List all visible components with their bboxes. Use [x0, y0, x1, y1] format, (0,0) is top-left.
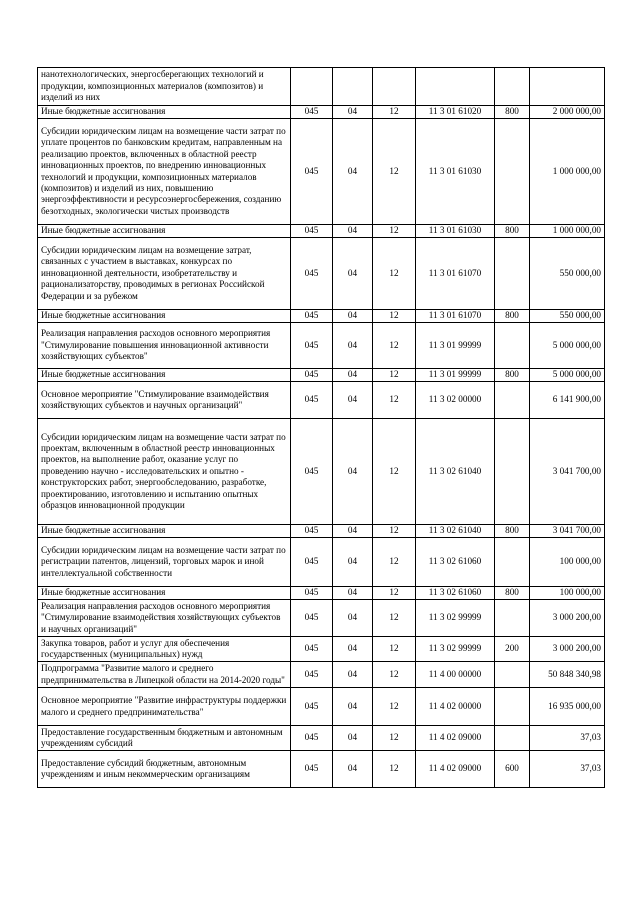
row-expense-type — [495, 688, 530, 726]
row-ved-code: 045 — [291, 310, 333, 323]
row-ved-code: 045 — [291, 106, 333, 119]
row-expense-type — [495, 726, 530, 751]
row-expense-type — [495, 419, 530, 525]
row-amount: 3 000 200,00 — [530, 637, 605, 662]
row-subsection-code: 12 — [373, 637, 416, 662]
row-subsection-code: 12 — [373, 525, 416, 538]
row-target-article: 11 3 02 99999 — [416, 637, 495, 662]
table-row — [38, 688, 605, 726]
row-section-code — [333, 68, 373, 106]
row-target-article: 11 3 01 61020 — [416, 106, 495, 119]
row-ved-code: 045 — [291, 600, 333, 637]
row-ved-code — [291, 68, 333, 106]
table-row — [38, 419, 605, 525]
row-amount: 100 000,00 — [530, 538, 605, 587]
row-expense-type — [495, 68, 530, 106]
table-row — [38, 751, 605, 788]
row-subsection-code: 12 — [373, 323, 416, 369]
row-target-article — [416, 68, 495, 106]
row-target-article: 11 3 01 61030 — [416, 119, 495, 225]
table-body — [38, 68, 605, 788]
row-expense-type: 800 — [495, 310, 530, 323]
row-amount — [530, 68, 605, 106]
row-subsection-code: 12 — [373, 726, 416, 751]
table-row — [38, 323, 605, 369]
row-name: Предоставление государственным бюджетным и автономным учреждениям субсидий — [38, 726, 291, 751]
row-expense-type — [495, 323, 530, 369]
row-expense-type: 200 — [495, 637, 530, 662]
row-section-code: 04 — [333, 726, 373, 751]
table-row — [38, 525, 605, 538]
row-target-article: 11 4 02 09000 — [416, 726, 495, 751]
row-ved-code: 045 — [291, 662, 333, 688]
row-expense-type — [495, 238, 530, 310]
row-subsection-code: 12 — [373, 751, 416, 788]
row-amount: 100 000,00 — [530, 587, 605, 600]
row-ved-code: 045 — [291, 688, 333, 726]
row-name: Субсидии юридическим лицам на возмещение затрат, связанных с участием в выставках, конкурсах по инновационной деятельности, изобретательству и рационализаторству, проводимых в регионах Российской Федерации и за рубежом — [38, 238, 291, 310]
row-expense-type — [495, 662, 530, 688]
row-target-article: 11 4 02 09000 — [416, 751, 495, 788]
row-ved-code: 045 — [291, 525, 333, 538]
row-subsection-code: 12 — [373, 119, 416, 225]
row-ved-code: 045 — [291, 369, 333, 382]
table-row — [38, 637, 605, 662]
row-section-code: 04 — [333, 119, 373, 225]
row-expense-type — [495, 119, 530, 225]
row-target-article: 11 3 02 61040 — [416, 419, 495, 525]
row-name: Субсидии юридическим лицам на возмещение части затрат по регистрации патентов, лицензий, торговых марок и иной интеллектуальной собственности — [38, 538, 291, 587]
row-amount: 3 000 200,00 — [530, 600, 605, 637]
row-amount: 5 000 000,00 — [530, 323, 605, 369]
row-section-code: 04 — [333, 369, 373, 382]
row-amount: 2 000 000,00 — [530, 106, 605, 119]
table-row — [38, 310, 605, 323]
row-target-article: 11 3 02 61060 — [416, 587, 495, 600]
table-row — [38, 726, 605, 751]
row-section-code: 04 — [333, 382, 373, 419]
row-ved-code: 045 — [291, 637, 333, 662]
row-subsection-code: 12 — [373, 419, 416, 525]
row-target-article: 11 3 01 61070 — [416, 310, 495, 323]
row-section-code: 04 — [333, 587, 373, 600]
row-expense-type — [495, 600, 530, 637]
row-section-code: 04 — [333, 238, 373, 310]
table-row — [38, 225, 605, 238]
row-name: Основное мероприятие "Развитие инфраструктуры поддержки малого и среднего предпринимательства" — [38, 688, 291, 726]
row-expense-type — [495, 538, 530, 587]
row-ved-code: 045 — [291, 119, 333, 225]
row-subsection-code: 12 — [373, 538, 416, 587]
row-target-article: 11 3 01 61070 — [416, 238, 495, 310]
table-row — [38, 662, 605, 688]
row-ved-code: 045 — [291, 419, 333, 525]
row-expense-type: 800 — [495, 525, 530, 538]
row-section-code: 04 — [333, 323, 373, 369]
row-section-code: 04 — [333, 525, 373, 538]
table-row — [38, 68, 605, 106]
row-ved-code: 045 — [291, 726, 333, 751]
row-name: Реализация направления расходов основного мероприятия "Стимулирование повышения инновационной активности хозяйствующих субъектов" — [38, 323, 291, 369]
row-subsection-code: 12 — [373, 369, 416, 382]
row-subsection-code: 12 — [373, 238, 416, 310]
row-name: Подпрограмма "Развитие малого и среднего предпринимательства в Липецкой области на 2014-2020 годы" — [38, 662, 291, 688]
row-section-code: 04 — [333, 419, 373, 525]
row-subsection-code: 12 — [373, 106, 416, 119]
row-amount: 3 041 700,00 — [530, 525, 605, 538]
row-ved-code: 045 — [291, 538, 333, 587]
row-subsection-code: 12 — [373, 225, 416, 238]
row-name: Иные бюджетные ассигнования — [38, 106, 291, 119]
table-row — [38, 587, 605, 600]
row-subsection-code: 12 — [373, 310, 416, 323]
budget-page — [37, 67, 604, 788]
row-amount: 1 000 000,00 — [530, 119, 605, 225]
row-target-article: 11 3 02 99999 — [416, 600, 495, 637]
row-target-article: 11 3 02 61060 — [416, 538, 495, 587]
row-amount: 3 041 700,00 — [530, 419, 605, 525]
row-amount: 37,03 — [530, 751, 605, 788]
row-amount: 1 000 000,00 — [530, 225, 605, 238]
row-name: нанотехнологических, энергосберегающих технологий и продукции, композиционных материалов (композитов) и изделий из них — [38, 68, 291, 106]
row-section-code: 04 — [333, 538, 373, 587]
row-name: Закупка товаров, работ и услуг для обеспечения государственных (муниципальных) нужд — [38, 637, 291, 662]
row-target-article: 11 4 02 00000 — [416, 688, 495, 726]
row-subsection-code: 12 — [373, 587, 416, 600]
row-section-code: 04 — [333, 751, 373, 788]
row-name: Иные бюджетные ассигнования — [38, 225, 291, 238]
row-ved-code: 045 — [291, 323, 333, 369]
row-target-article: 11 3 02 00000 — [416, 382, 495, 419]
row-ved-code: 045 — [291, 238, 333, 310]
row-section-code: 04 — [333, 637, 373, 662]
row-ved-code: 045 — [291, 382, 333, 419]
row-subsection-code: 12 — [373, 662, 416, 688]
table-row — [38, 106, 605, 119]
budget-table — [37, 67, 605, 788]
row-ved-code: 045 — [291, 751, 333, 788]
row-name: Иные бюджетные ассигнования — [38, 587, 291, 600]
row-section-code: 04 — [333, 600, 373, 637]
row-section-code: 04 — [333, 662, 373, 688]
row-subsection-code: 12 — [373, 382, 416, 419]
row-subsection-code: 12 — [373, 688, 416, 726]
table-row — [38, 369, 605, 382]
row-section-code: 04 — [333, 106, 373, 119]
row-subsection-code — [373, 68, 416, 106]
row-expense-type — [495, 382, 530, 419]
row-ved-code: 045 — [291, 587, 333, 600]
row-section-code: 04 — [333, 225, 373, 238]
row-target-article: 11 3 01 99999 — [416, 323, 495, 369]
row-target-article: 11 3 01 61030 — [416, 225, 495, 238]
row-expense-type: 600 — [495, 751, 530, 788]
table-row — [38, 238, 605, 310]
row-expense-type: 800 — [495, 369, 530, 382]
row-subsection-code: 12 — [373, 600, 416, 637]
row-ved-code: 045 — [291, 225, 333, 238]
row-name: Реализация направления расходов основного мероприятия "Стимулирование взаимодействия хозяйствующих субъектов и научных организаций" — [38, 600, 291, 637]
table-row — [38, 538, 605, 587]
row-name: Предоставление субсидий бюджетным, автономным учреждениям и иным некоммерческим организациям — [38, 751, 291, 788]
row-expense-type: 800 — [495, 106, 530, 119]
row-amount: 6 141 900,00 — [530, 382, 605, 419]
table-row — [38, 119, 605, 225]
row-section-code: 04 — [333, 310, 373, 323]
row-expense-type: 800 — [495, 587, 530, 600]
row-name: Субсидии юридическим лицам на возмещение части затрат по проектам, включенным в областной реестр инновационных проектов, на выполнение работ, оказание услуг по проведению научно - исследовательских и опытно - конструкторских работ, энергообследованию, разработке, проектированию, изготовлению и испытанию опытных образцов инновационной продукции — [38, 419, 291, 525]
table-row — [38, 382, 605, 419]
row-expense-type: 800 — [495, 225, 530, 238]
row-amount: 16 935 000,00 — [530, 688, 605, 726]
row-amount: 550 000,00 — [530, 310, 605, 323]
table-row — [38, 600, 605, 637]
row-amount: 50 848 340,98 — [530, 662, 605, 688]
row-amount: 37,03 — [530, 726, 605, 751]
row-amount: 550 000,00 — [530, 238, 605, 310]
row-name: Иные бюджетные ассигнования — [38, 369, 291, 382]
row-amount: 5 000 000,00 — [530, 369, 605, 382]
row-target-article: 11 4 00 00000 — [416, 662, 495, 688]
row-section-code: 04 — [333, 688, 373, 726]
row-name: Иные бюджетные ассигнования — [38, 310, 291, 323]
row-target-article: 11 3 02 61040 — [416, 525, 495, 538]
row-name: Субсидии юридическим лицам на возмещение части затрат по уплате процентов по банковским кредитам, направленным на реализацию проектов, включенных в областной реестр инновационных проектов, по внедрению инновационных технологий и продукции, композиционных материалов (композитов) и изделий из них, повышению энергоэффективности и ресурсоэнергосбережения, созданию безотходных, экологически чистых производств — [38, 119, 291, 225]
row-name: Иные бюджетные ассигнования — [38, 525, 291, 538]
row-target-article: 11 3 01 99999 — [416, 369, 495, 382]
row-name: Основное мероприятие "Стимулирование взаимодействия хозяйствующих субъектов и научных организаций" — [38, 382, 291, 419]
